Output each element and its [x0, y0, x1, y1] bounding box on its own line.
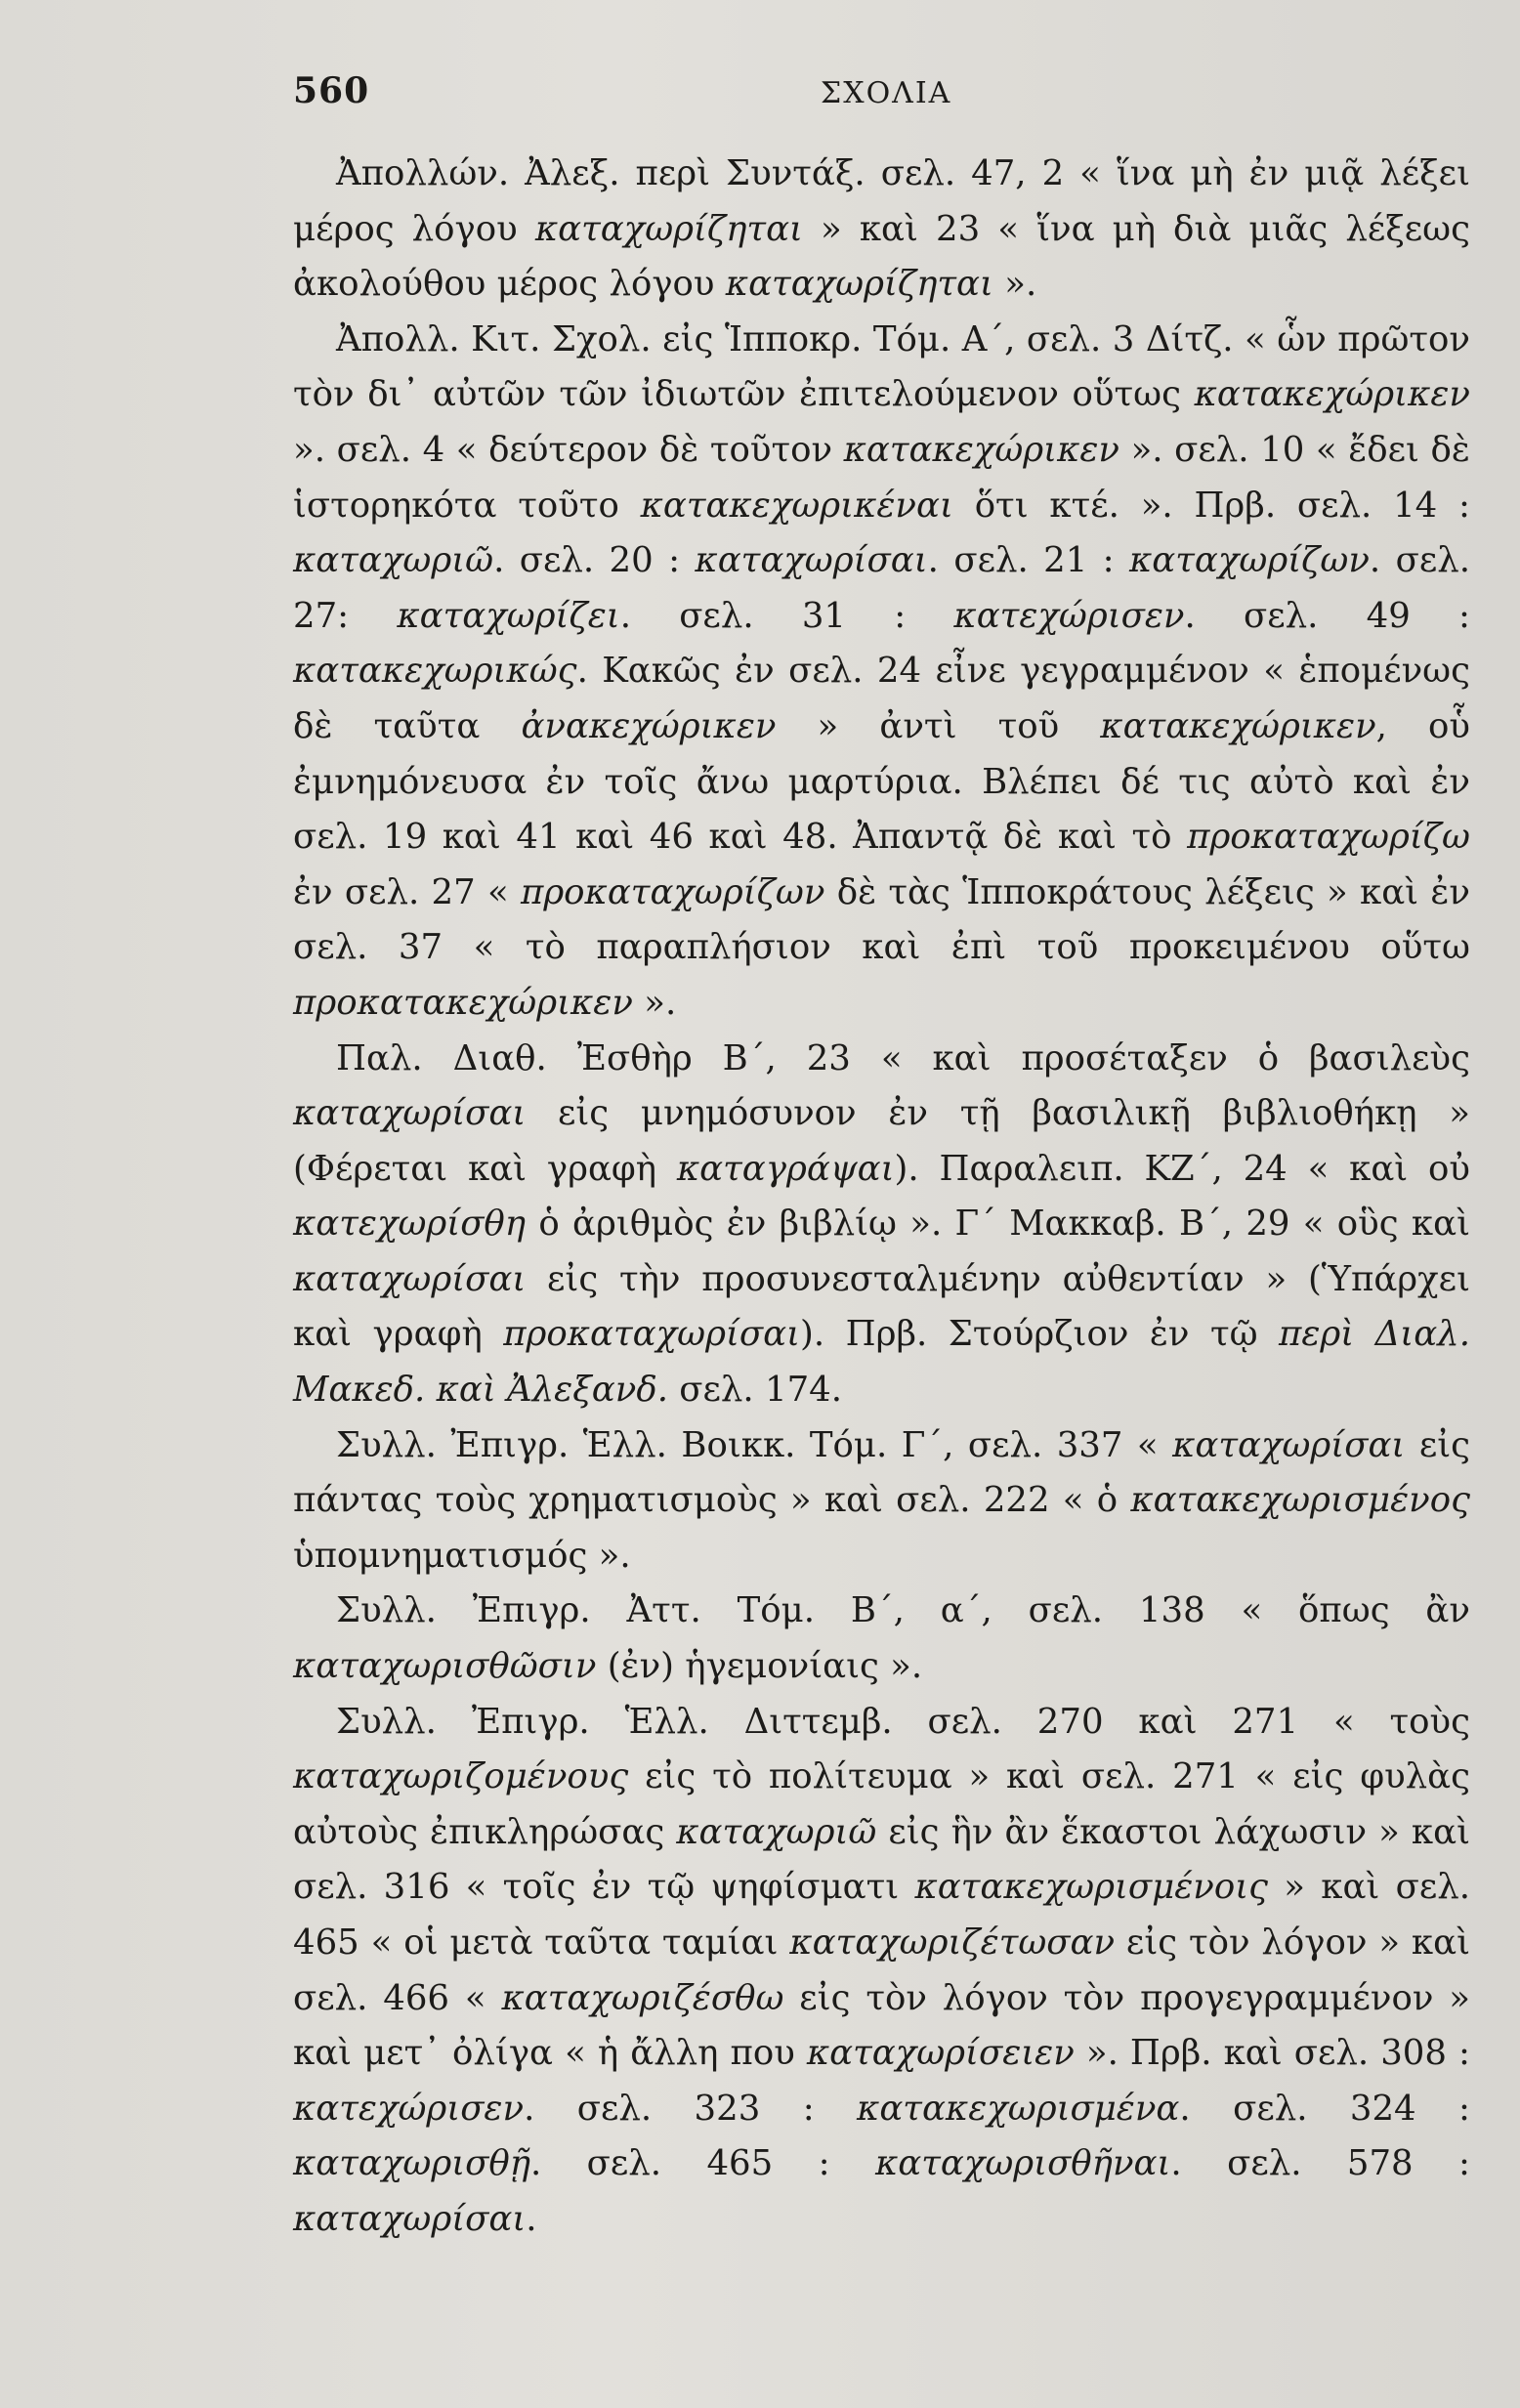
- italic-term: κατεχώρισεν: [293, 2088, 525, 2129]
- italic-term: κατακεχώρικεν: [843, 429, 1119, 470]
- text-run: εἰς τὸν λόγον » καὶ σελ. 466 «: [293, 1922, 1470, 2018]
- italic-term: καταχωριῶ: [293, 540, 494, 581]
- text-run: . σελ. 20 :: [493, 540, 696, 581]
- italic-term: καταχωρίζων: [1129, 540, 1370, 581]
- italic-term: κατακεχωρισμένα: [857, 2088, 1180, 2129]
- text-run: (ἐν) ἡγεμονίαις ».: [596, 1646, 923, 1687]
- italic-term: κατακεχωρικέναι: [640, 485, 953, 526]
- text-run: εἰς μνημόσυνον ἐν τῇ βασιλικῇ βιβλιοθήκῃ » (Φέρεται καὶ γραφὴ: [293, 1093, 1470, 1189]
- page-header: [293, 70, 1368, 129]
- italic-term: κατακεχώρικεν: [1100, 705, 1376, 746]
- italic-term: καταχωρίσαι: [695, 540, 928, 581]
- text-run: εἰς τὴν προσυνεσταλμένην αὐθεντίαν » (Ὑπάρχει καὶ γραφὴ: [293, 1258, 1470, 1355]
- paragraph: [293, 147, 1470, 313]
- text-run: δὲ τὰς Ἱπποκράτους λέξεις » καὶ ἐν σελ. 37 « τὸ παραπλήσιον καὶ ἐπὶ τοῦ προκειμένου οὕτω: [293, 871, 1470, 968]
- text-run: . σελ. 49 :: [1184, 595, 1470, 636]
- italic-term: καταχωρισθῆναι: [874, 2143, 1171, 2184]
- text-run: ὅτι κτέ. ». Πρβ. σελ. 14 :: [952, 485, 1471, 526]
- italic-term: καταχωριζέτωσαν: [789, 1922, 1116, 1963]
- italic-term: καταγράψαι: [676, 1148, 895, 1189]
- text-run: ».: [992, 264, 1037, 305]
- text-run: ». σελ. 10 « ἔδει δὲ ἱστορηκότα τοῦτο: [293, 429, 1470, 526]
- italic-term: καταχωρίσειεν: [806, 2033, 1075, 2074]
- text-run: σελ. 174.: [668, 1370, 843, 1411]
- text-run: ὁ ἀριθμὸς ἐν βιβλίῳ ». Γ΄ Μακκαβ. Β΄, 29 « οὓς καὶ: [526, 1204, 1470, 1245]
- text-run: . σελ. 578 :: [1170, 2143, 1470, 2184]
- text-run: Παλ. Διαθ. Ἐσθὴρ Β΄, 23 « καὶ προσέταξεν ὁ βασιλεὺς: [336, 1037, 1470, 1078]
- text-run: Ἀπολλ. Κιτ. Σχολ. εἰς Ἱπποκρ. Τόμ. Α΄, σελ. 3 Δίτζ. « ὧν πρῶτον τὸν δι᾽ αὐτῶν τῶν ἰδιωτῶν ἐπιτελούμενον οὕτως: [293, 318, 1470, 415]
- italic-term: καταχωρίσαι: [1172, 1424, 1406, 1465]
- text-run: ». σελ. 4 « δεύτερον δὲ τοῦτον: [293, 429, 844, 470]
- italic-term: προκαταχωρίζω: [1187, 817, 1470, 858]
- italic-term: καταχωρισθῶσιν: [293, 1646, 597, 1687]
- italic-term: καταχωριῶ: [676, 1811, 877, 1852]
- italic-term: περὶ Διαλ. Μακεδ. καὶ Ἀλεξανδ.: [293, 1314, 1470, 1411]
- italic-term: καταχωρίσαι: [293, 1258, 527, 1299]
- text-run: ). Παραλειπ. ΚΖ΄, 24 « καὶ οὐ: [894, 1148, 1470, 1189]
- italic-term: καταχωρισθῇ: [293, 2143, 530, 2184]
- italic-term: κατεχώρισεν: [953, 595, 1185, 636]
- text-run: . σελ. 465 :: [530, 2143, 875, 2184]
- paragraph: [293, 1418, 1470, 1584]
- running-head: ΣΧΟΛΙΑ: [821, 76, 952, 110]
- text-run: Ἀπολλών. Ἀλεξ. περὶ Συντάξ. σελ. 47, 2 « ἵνα μὴ ἐν μιᾷ λέξει μέρος λόγου: [293, 153, 1470, 249]
- text-run: .: [526, 2198, 537, 2239]
- text-run: . σελ. 27:: [293, 540, 1470, 636]
- body-text: [293, 147, 1470, 2248]
- text-run: Συλλ. Ἐπιγρ. Ἀττ. Τόμ. Β΄, α΄, σελ. 138 « ὅπως ἂν: [336, 1590, 1470, 1631]
- italic-term: καταχωρίζηται: [534, 208, 803, 249]
- italic-term: καταχωρίσαι: [293, 1093, 527, 1134]
- italic-term: προκαταχωρίζων: [520, 871, 825, 912]
- italic-term: καταχωριζομένους: [293, 1756, 629, 1797]
- text-run: ἐν σελ. 27 «: [293, 871, 521, 912]
- text-run: , οὗ ἐμνημόνευσα ἐν τοῖς ἄνω μαρτύρια. Βλέπει δέ τις αὐτὸ καὶ ἐν σελ. 19 καὶ 41 καὶ 46 καὶ 48. Ἀπαντᾷ δὲ καὶ τὸ: [293, 705, 1470, 858]
- text-run: ».: [632, 982, 677, 1023]
- italic-term: κατακεχωρισμένος: [1130, 1480, 1470, 1521]
- italic-term: κατακεχώρικεν: [1194, 374, 1470, 415]
- italic-term: ἀνακεχώρικεν: [521, 705, 777, 746]
- text-run: » ἀντὶ τοῦ: [776, 705, 1101, 746]
- italic-term: καταχωρίζηται: [725, 264, 993, 305]
- text-run: εἰς ἣν ἂν ἕκαστοι λάχωσιν » καὶ σελ. 316 « τοῖς ἐν τῷ ψηφίσματι: [293, 1811, 1470, 1908]
- text-run: . σελ. 323 :: [524, 2088, 858, 2129]
- italic-term: καταχωριζέσθω: [501, 1977, 784, 2018]
- paragraph: [293, 1032, 1470, 1418]
- text-run: ). Πρβ. Στούρζιον ἐν τῷ: [800, 1314, 1280, 1355]
- italic-term: καταχωρίσαι: [293, 2198, 527, 2239]
- text-run: . σελ. 324 :: [1179, 2088, 1470, 2129]
- italic-term: προκατακεχώρικεν: [293, 982, 633, 1023]
- text-run: ὑπομνηματισμός ».: [293, 1535, 631, 1576]
- text-run: Συλλ. Ἐπιγρ. Ἑλλ. Βοικκ. Τόμ. Γ΄, σελ. 337 «: [336, 1424, 1173, 1465]
- text-run: . Κακῶς ἐν σελ. 24 εἶνε γεγραμμένον « ἑπομένως δὲ ταῦτα: [293, 651, 1470, 746]
- paragraph: [293, 313, 1470, 1032]
- text-run: ». Πρβ. καὶ σελ. 308 :: [1074, 2033, 1470, 2074]
- text-run: εἰς πάντας τοὺς χρηματισμοὺς » καὶ σελ. 222 « ὁ: [293, 1424, 1471, 1521]
- text-run: » καὶ 23 « ἵνα μὴ διὰ μιᾶς λέξεως ἀκολούθου μέρος λόγου: [293, 208, 1471, 305]
- italic-term: καταχωρίζει: [397, 595, 620, 636]
- text-run: εἰς τὸ πολίτευμα » καὶ σελ. 271 « εἰς φυλὰς αὐτοὺς ἐπικληρώσας: [293, 1756, 1470, 1852]
- text-run: . σελ. 31 :: [619, 595, 954, 636]
- paragraph: [293, 1584, 1470, 1694]
- italic-term: προκαταχωρίσαι: [503, 1314, 801, 1355]
- page-number: 560: [293, 70, 370, 111]
- text-run: Συλλ. Ἐπιγρ. Ἑλλ. Διττεμβ. σελ. 270 καὶ 271 « τοὺς: [336, 1701, 1470, 1742]
- text-run: εἰς τὸν λόγον τὸν προγεγραμμένον » καὶ μετ᾽ ὀλίγα « ἡ ἄλλη που: [293, 1977, 1470, 2074]
- paragraph: [293, 1695, 1470, 2248]
- text-run: . σελ. 21 :: [927, 540, 1130, 581]
- italic-term: κατεχωρίσθη: [293, 1204, 527, 1245]
- text-run: » καὶ σελ. 465 « οἱ μετὰ ταῦτα ταμίαι: [293, 1867, 1470, 1963]
- italic-term: κατακεχωρικώς: [293, 651, 577, 692]
- italic-term: κατακεχωρισμένοις: [914, 1867, 1269, 1908]
